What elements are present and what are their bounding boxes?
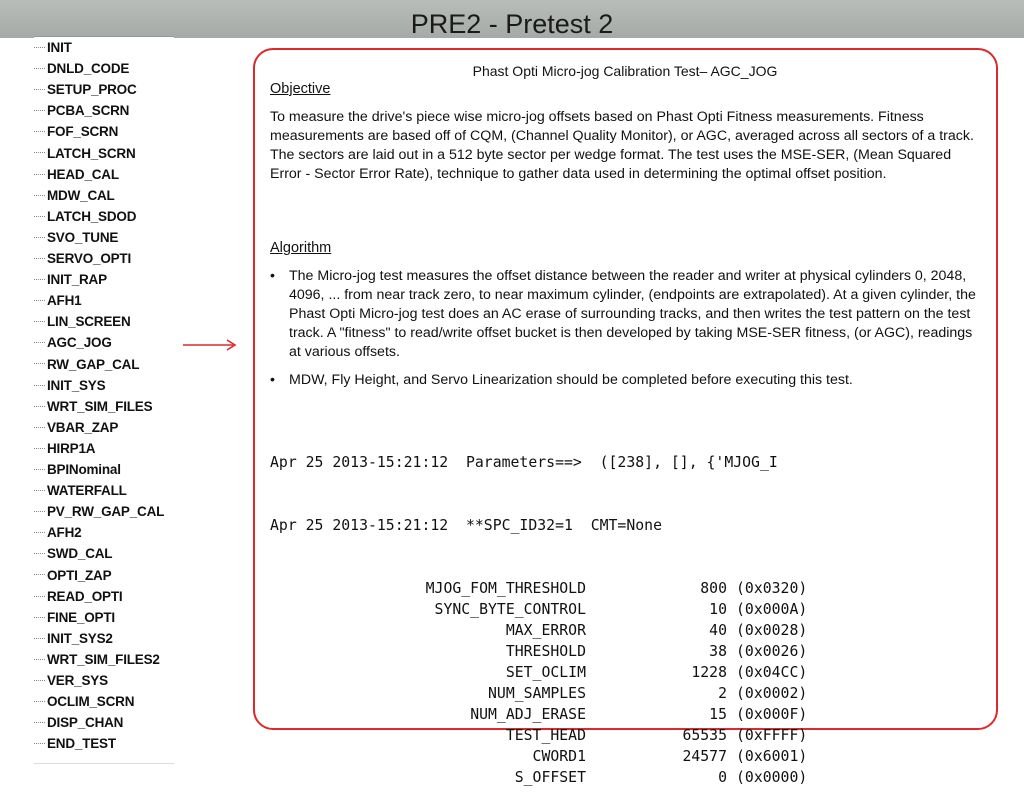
tree-item-hirp1a[interactable]: [34, 439, 95, 459]
tree-item-disp-chan[interactable]: [34, 713, 123, 733]
tree-item-pcba-scrn[interactable]: [34, 101, 129, 121]
tree-connector-icon: [34, 680, 45, 681]
tree-item-label: WRT_SIM_FILES: [47, 398, 153, 414]
tree-item-label: SETUP_PROC: [47, 82, 137, 98]
tree-connector-icon: [34, 427, 45, 428]
tree-item-init-sys[interactable]: [34, 376, 105, 396]
tree-connector-icon: [34, 110, 45, 111]
tree-item-label: INIT: [47, 40, 72, 55]
tree-item-label: FINE_OPTI: [47, 609, 115, 625]
tree-connector-icon: [34, 300, 45, 301]
tree-item-label: DISP_CHAN: [47, 715, 124, 731]
tree-item-opti-zap[interactable]: [34, 566, 111, 586]
tree-connector-icon: [34, 511, 45, 512]
parameter-row: [270, 767, 870, 788]
tree-item-label: AGC_JOG: [47, 335, 112, 351]
parameter-row: [270, 578, 870, 599]
algorithm-bullet-2: [270, 371, 982, 390]
test-tree: [34, 36, 174, 764]
tree-connector-icon: [34, 131, 45, 132]
parameter-value: 1228: [691, 664, 727, 681]
tree-item-label: FOF_SCRN: [47, 124, 119, 140]
tree-item-pv-rw-gap-cal[interactable]: [34, 502, 164, 522]
log-output: [270, 410, 870, 809]
parameter-hex: (0x0028): [736, 622, 808, 639]
page-title: PRE2 - Pretest 2: [410, 9, 614, 39]
tree-item-label: AFH1: [47, 293, 82, 309]
tree-connector-icon: [34, 216, 45, 217]
arrow-right-icon: [183, 338, 238, 352]
tree-item-label: MDW_CAL: [47, 187, 115, 203]
parameter-name: SET_OCLIM: [505, 664, 586, 681]
tree-connector-icon: [34, 701, 45, 702]
parameter-name: NUM_ADJ_ERASE: [470, 706, 586, 723]
tree-item-wrt-sim-files[interactable]: [34, 397, 152, 417]
tree-connector-icon: [34, 68, 45, 69]
tree-connector-icon: [34, 342, 45, 343]
bullet-text: The Micro-jog test measures the offset distance between the reader and writer at physical cylinders 0, 2048, 4096, ... from near track zero, to near maximum cylinder, (endpoints are extrapolated). At a given cylinder, the Phast Opti Micro-jog test does an AC erase of surrounding tracks, and then writes the test pattern on the test track. A "fitness" to read/write offset bucket is then developed by taking MSE-SER fitness, (or AGC), readings at various offsets.: [289, 268, 976, 360]
parameter-row: [270, 620, 870, 641]
tree-item-init-rap[interactable]: [34, 270, 107, 290]
parameter-value: 65535: [682, 727, 727, 744]
parameter-list: [270, 578, 870, 788]
tree-item-dnld-code[interactable]: [34, 59, 129, 79]
tree-item-oclim-scrn[interactable]: [34, 692, 134, 712]
tree-item-label: SWD_CAL: [47, 546, 113, 562]
tree-connector-icon: [34, 89, 45, 90]
tree-connector-icon: [34, 448, 45, 449]
log-line: Apr 25 2013-15:21:12 **SPC_ID32=1 CMT=None: [270, 517, 662, 534]
tree-item-init[interactable]: [34, 38, 72, 58]
tree-item-ver-sys[interactable]: [34, 671, 108, 691]
parameter-value: 24577: [682, 748, 727, 765]
tree-item-swd-cal[interactable]: [34, 544, 112, 564]
tree-connector-icon: [34, 406, 45, 407]
parameter-row: [270, 599, 870, 620]
log-line: Apr 25 2013-15:21:12 Parameters==> ([238], [], {'MJOG_I: [270, 454, 778, 471]
tree-item-label: WRT_SIM_FILES2: [47, 651, 160, 667]
tree-item-label: END_TEST: [47, 736, 116, 752]
parameter-name: MAX_ERROR: [505, 622, 586, 639]
parameter-row: [270, 746, 870, 767]
parameter-value: 2: [718, 685, 727, 702]
tree-item-label: PV_RW_GAP_CAL: [47, 504, 165, 520]
parameter-row: [270, 725, 870, 746]
tree-item-rw-gap-cal[interactable]: [34, 355, 139, 375]
tree-item-waterfall[interactable]: [34, 481, 127, 501]
tree-item-label: RW_GAP_CAL: [47, 356, 140, 372]
tree-connector-icon: [34, 174, 45, 175]
parameter-hex: (0xFFFF): [736, 727, 808, 744]
tree-item-label: HEAD_CAL: [47, 166, 119, 182]
tree-item-afh1[interactable]: [34, 291, 81, 311]
tree-item-label: SVO_TUNE: [47, 229, 119, 245]
bullet-text: MDW, Fly Height, and Servo Linearization should be completed before executing this test.: [289, 372, 853, 388]
tree-item-label: VER_SYS: [47, 673, 108, 688]
tree-item-label: OPTI_ZAP: [47, 567, 112, 583]
test-title: Phast Opti Micro-jog Calibration Test– AGC_JOG: [472, 63, 778, 79]
tree-item-afh2[interactable]: [34, 523, 81, 543]
tree-item-wrt-sim-files2[interactable]: [34, 650, 160, 670]
parameter-name: THRESHOLD: [505, 643, 586, 660]
tree-item-label: PCBA_SCRN: [47, 103, 130, 119]
tree-connector-icon: [34, 321, 45, 322]
tree-connector-icon: [34, 659, 45, 660]
tree-connector-icon: [34, 195, 45, 196]
bullet-icon: •: [270, 372, 275, 388]
parameter-name: SYNC_BYTE_CONTROL: [434, 601, 586, 618]
tree-connector-icon: [34, 617, 45, 618]
parameter-row: [270, 704, 870, 725]
parameter-value: 40: [709, 622, 727, 639]
tree-connector-icon: [34, 722, 45, 723]
parameter-name: S_OFFSET: [514, 769, 586, 786]
tree-item-label: LATCH_SCRN: [47, 145, 136, 161]
tree-connector-icon: [34, 47, 45, 48]
parameter-row: [270, 641, 870, 662]
tree-item-label: VBAR_ZAP: [47, 419, 119, 435]
tree-item-label: INIT_RAP: [47, 272, 107, 288]
tree-item-label: READ_OPTI: [47, 588, 123, 604]
parameter-hex: (0x0026): [736, 643, 808, 660]
parameter-hex: (0x6001): [736, 748, 808, 765]
tree-connector-icon: [34, 152, 45, 153]
parameter-hex: (0x000A): [736, 601, 808, 618]
tree-item-label: INIT_SYS2: [47, 630, 113, 646]
tree-item-label: HIRP1A: [47, 440, 96, 456]
parameter-hex: (0x0320): [736, 580, 808, 597]
parameter-row: [270, 662, 870, 683]
parameter-hex: (0x0000): [736, 769, 808, 786]
parameter-hex: (0x000F): [736, 706, 808, 723]
tree-item-label: LIN_SCREEN: [47, 314, 131, 330]
tree-item-mdw-cal[interactable]: [34, 186, 115, 206]
parameter-value: 15: [709, 706, 727, 723]
tree-connector-icon: [34, 532, 45, 533]
parameter-name: MJOG_FOM_THRESHOLD: [425, 580, 586, 597]
tree-connector-icon: [34, 596, 45, 597]
tree-item-lin-screen[interactable]: [34, 312, 131, 332]
tree-item-head-cal[interactable]: [34, 165, 119, 185]
tree-item-latch-sdod[interactable]: [34, 207, 136, 227]
tree-item-bpinominal[interactable]: [34, 460, 121, 480]
tree-item-label: DNLD_CODE: [47, 61, 130, 77]
tree-item-fine-opti[interactable]: [34, 608, 115, 628]
parameter-value: 38: [709, 643, 727, 660]
tree-item-svo-tune[interactable]: [34, 228, 118, 248]
tree-item-setup-proc[interactable]: [34, 80, 137, 100]
algorithm-bullet-1: [270, 267, 982, 362]
parameter-name: CWORD1: [532, 748, 586, 765]
objective-text: To measure the drive's piece wise micro-jog offsets based on Phast Opti Fitness measurements. Fitness measurements are based off of CQM, (Channel Quality Monitor), or AGC, averaged across all sectors of a track. The sectors are laid out in a 512 byte sector per wedge format. The test uses the MSE-SER, (Mean Squared Error - Sector Error Rate), technique to gather data used in determining the optimal offset position.: [270, 109, 974, 182]
parameter-value: 800: [700, 580, 727, 597]
tree-item-latch-scrn[interactable]: [34, 144, 136, 164]
tree-item-fof-scrn[interactable]: [34, 122, 118, 142]
tree-connector-icon: [34, 574, 45, 575]
tree-item-label: LATCH_SDOD: [47, 208, 137, 224]
parameter-hex: (0x0002): [736, 685, 808, 702]
tree-item-vbar-zap[interactable]: [34, 418, 118, 438]
parameter-value: 10: [709, 601, 727, 618]
tree-item-label: AFH2: [47, 525, 82, 541]
tree-connector-icon: [34, 469, 45, 470]
tree-connector-icon: [34, 363, 45, 364]
tree-item-agc-jog[interactable]: [34, 333, 112, 353]
tree-connector-icon: [34, 258, 45, 259]
tree-connector-icon: [34, 279, 45, 280]
objective-heading: Objective: [270, 81, 331, 97]
tree-item-label: WATERFALL: [47, 483, 127, 499]
tree-item-end-test[interactable]: [34, 734, 116, 754]
tree-item-label: SERVO_OPTI: [47, 251, 132, 266]
tree-item-read-opti[interactable]: [34, 587, 122, 607]
parameter-hex: (0x04CC): [736, 664, 808, 681]
parameter-value: 0: [718, 769, 727, 786]
algorithm-heading: Algorithm: [270, 240, 332, 256]
parameter-name: TEST_HEAD: [505, 727, 586, 744]
tree-connector-icon: [34, 638, 45, 639]
parameter-row: [270, 683, 870, 704]
bullet-icon: •: [270, 268, 275, 284]
tree-item-servo-opti[interactable]: [34, 249, 131, 269]
tree-connector-icon: [34, 553, 45, 554]
tree-item-label: OCLIM_SCRN: [47, 694, 135, 710]
parameter-name: NUM_SAMPLES: [488, 685, 586, 702]
tree-connector-icon: [34, 237, 45, 238]
tree-item-init-sys2[interactable]: [34, 629, 113, 649]
tree-connector-icon: [34, 490, 45, 491]
tree-connector-icon: [34, 743, 45, 744]
tree-connector-icon: [34, 385, 45, 386]
tree-item-label: BPINominal: [47, 462, 121, 477]
tree-item-label: INIT_SYS: [47, 377, 106, 393]
